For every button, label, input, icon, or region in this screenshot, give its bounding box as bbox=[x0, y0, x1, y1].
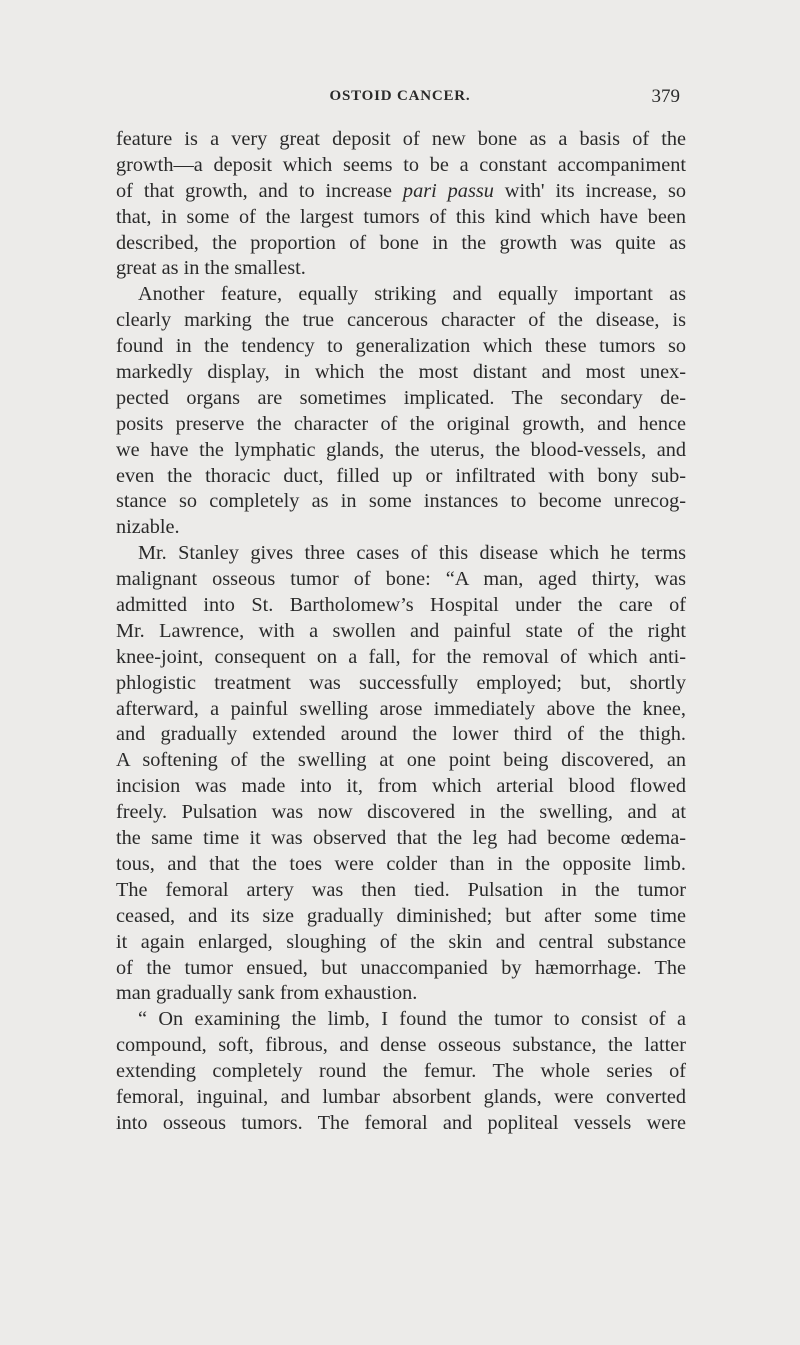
text-line: compound, soft, fibrous, and dense osseous substance, the latter bbox=[116, 1034, 686, 1057]
text-line: Another feature, equally striking and equally important as bbox=[138, 283, 686, 306]
text-line: even the thoracic duct, filled up or infiltrated with bony sub- bbox=[116, 464, 686, 487]
text-line: malignant osseous tumor of bone: “A man, aged thirty, was bbox=[116, 568, 686, 591]
text-line: it again enlarged, sloughing of the skin and central substance bbox=[116, 930, 686, 953]
text-line: found in the tendency to generalization which these tumors so bbox=[116, 335, 686, 358]
text-line: “ On examining the limb, I found the tumor to consist of a bbox=[138, 1008, 686, 1031]
text-line: The femoral artery was then tied. Pulsation in the tumor bbox=[116, 878, 686, 901]
text-line: freely. Pulsation was now discovered in the swelling, and at bbox=[116, 801, 686, 824]
text-line: incision was made into it, from which arterial blood flowed bbox=[116, 775, 686, 798]
text-line: and gradually extended around the lower third of the thigh. bbox=[116, 723, 686, 746]
text-line: that, in some of the largest tumors of this kind which have been bbox=[116, 205, 686, 228]
text-line: pected organs are sometimes implicated. The secondary de- bbox=[116, 386, 686, 409]
text-line: phlogistic treatment was successfully employed; but, shortly bbox=[116, 671, 686, 694]
text-line bbox=[116, 179, 686, 205]
text-line: great as in the smallest. bbox=[116, 257, 306, 280]
text-line: man gradually sank from exhaustion. bbox=[116, 982, 418, 1005]
text-line: into osseous tumors. The femoral and popliteal vessels were bbox=[116, 1111, 686, 1134]
text-segment: with' its increase, so bbox=[493, 179, 687, 202]
italic-phrase: pari passu bbox=[402, 179, 494, 202]
text-line: knee-joint, consequent on a fall, for the removal of which anti- bbox=[116, 645, 686, 668]
text-line: described, the proportion of bone in the growth was quite as bbox=[116, 231, 686, 254]
body-text bbox=[116, 127, 686, 1137]
page-header bbox=[0, 86, 800, 110]
text-line: stance so completely as in some instances to become unrecog- bbox=[116, 490, 686, 513]
text-segment: of that growth, and to increase bbox=[116, 179, 403, 202]
text-line: femoral, inguinal, and lumbar absorbent glands, were converted bbox=[116, 1085, 686, 1108]
text-line: the same time it was observed that the leg had become œdema- bbox=[116, 827, 686, 850]
text-line: afterward, a painful swelling arose immediately above the knee, bbox=[116, 697, 686, 720]
text-line: growth—a deposit which seems to be a constant accompaniment bbox=[116, 153, 686, 176]
text-line: posits preserve the character of the original growth, and hence bbox=[116, 412, 686, 435]
text-line: we have the lymphatic glands, the uterus, the blood-vessels, and bbox=[116, 438, 686, 461]
page-number: 379 bbox=[651, 86, 680, 107]
text-line: Mr. Stanley gives three cases of this disease which he terms bbox=[138, 542, 686, 565]
text-line: tous, and that the toes were colder than in the opposite limb. bbox=[116, 852, 686, 875]
text-line: markedly display, in which the most distant and most unex- bbox=[116, 361, 686, 384]
text-line: Mr. Lawrence, with a swollen and painful state of the right bbox=[116, 619, 686, 642]
text-line: ceased, and its size gradually diminished; but after some time bbox=[116, 904, 686, 927]
text-line: feature is a very great deposit of new bone as a basis of the bbox=[116, 128, 686, 150]
text-line: A softening of the swelling at one point being discovered, an bbox=[116, 749, 686, 772]
text-line: extending completely round the femur. The whole series of bbox=[116, 1060, 686, 1083]
text-line: nizable. bbox=[116, 516, 180, 539]
running-title: OSTOID CANCER. bbox=[329, 88, 471, 104]
text-line: admitted into St. Bartholomew’s Hospital under the care of bbox=[116, 594, 686, 617]
text-line: of the tumor ensued, but unaccompanied by hæmorrhage. The bbox=[116, 956, 686, 979]
text-line: clearly marking the true cancerous character of the disease, is bbox=[116, 309, 686, 332]
